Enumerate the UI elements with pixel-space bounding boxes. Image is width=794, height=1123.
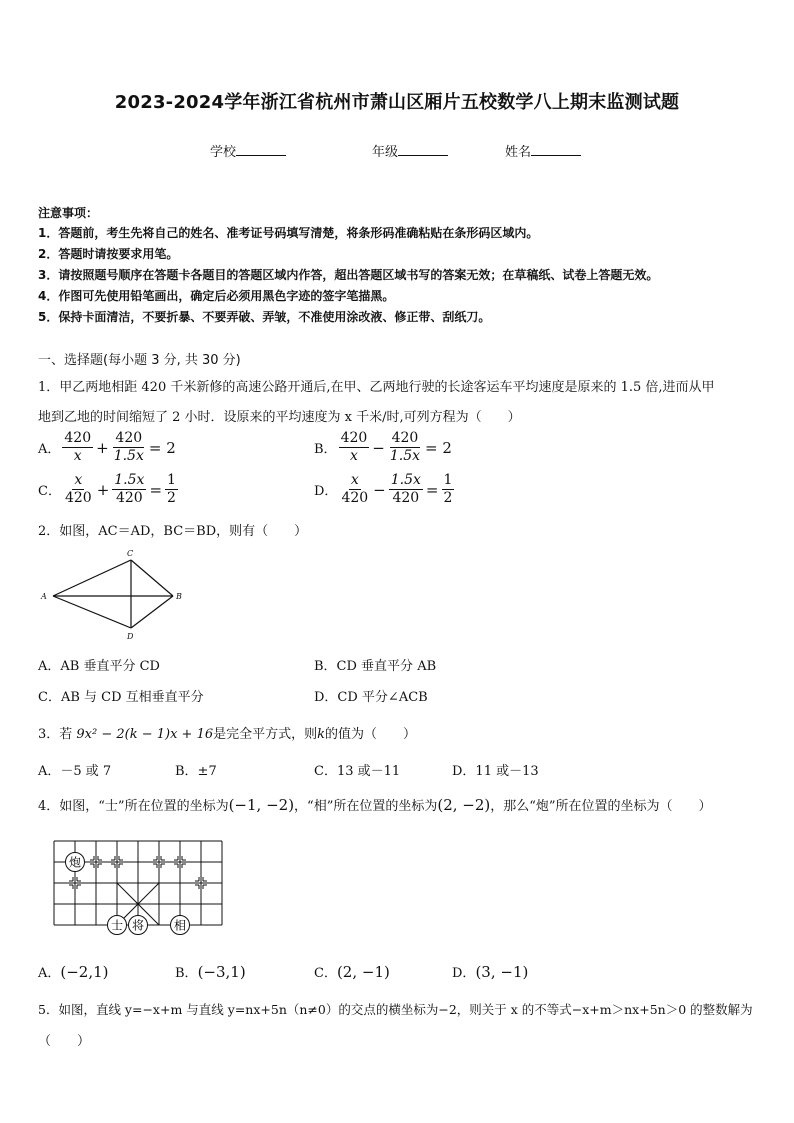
q1-stem-line2: 地到乙地的时间缩短了 2 小时．设原来的平均速度为 x 千米/时,可列方程为（ ） [38,410,521,425]
q2-option-a[interactable]: A．AB 垂直平分 CD [38,659,160,674]
segment-cb [131,560,173,596]
q2-option-b[interactable]: B．CD 垂直平分 AB [314,659,437,674]
notice-item: 3．请按照题号顺序在答题卡各题目的答题区域内作答，超出答题区域书写的答案无效；在草稿纸、试卷上答题无效。 [38,268,659,282]
notice-heading: 注意事项： [38,206,99,220]
point-label-b: B [176,592,182,601]
fraction: $\frac{420}{x}$ [64,430,92,464]
grade-field[interactable] [372,141,448,160]
fraction: $\frac{1.5x}{420}$ [114,472,145,506]
q4-stem: 4．如图，“士”所在位置的坐标为(−1, −2)，“相”所在位置的坐标为(2, −2)，那么“炮”所在位置的坐标为（ ） [38,796,712,814]
fraction: $\frac{1.5x}{420}$ [390,472,421,506]
q5-stem-line1: 5．如图，直线 y=−x+m 与直线 y=nx+5n（n≠0）的交点的横坐标为−2，则关于 x 的不等式−x+m＞nx+5n＞0 的整数解为 [38,1002,753,1017]
q1-option-a[interactable]: A． $\frac{420}{x}$ + $\frac{420}{1.5x}$ = 2 [38,430,176,464]
point-label-c: C [127,549,134,558]
q3-expression: 9x² − 2(k − 1)x + 16 [76,727,214,742]
notice-item: 2．答题时请按要求用笔。 [38,247,179,261]
notice-item: 5．保持卡面清洁，不要折暴、不要弄破、弄皱，不准使用涂改液、修正带、刮纸刀。 [38,310,491,324]
q4-option-c[interactable]: C．(2, −1) [314,963,390,981]
fraction: $\frac{420}{x}$ [340,430,368,464]
piece-shi-label: 士 [110,918,124,933]
notice-item: 4．作图可先使用铅笔画出，确定后必须用黑色字迹的签字笔描黑。 [38,289,395,303]
q3-option-d[interactable]: D．11 或－13 [452,764,539,779]
school-blank[interactable] [236,143,286,156]
segment-ac [53,560,131,596]
q3-option-c[interactable]: C．13 或－11 [314,764,401,779]
school-field[interactable] [210,141,286,160]
fraction: $\frac{1}{2}$ [443,472,453,506]
fraction: $\frac{1}{2}$ [167,472,176,506]
q1-stem-line1: 1．甲乙两地相距 420 千米新修的高速公路开通后,在甲、乙两地行驶的长途客运车平均速度是原来的 1.5 倍,进而从甲 [38,380,715,395]
q1-option-c[interactable]: C． $\frac{x}{420}$ + $\frac{1.5x}{420}$ = $\frac{1}{2}$ [38,472,176,506]
fraction: $\frac{420}{1.5x}$ [113,430,144,464]
q1-option-d[interactable]: D． $\frac{x}{420}$ − $\frac{1.5x}{420}$ = $\frac{1}{2}$ [314,472,453,506]
piece-xiang [171,916,190,935]
piece-pao-label: 炮 [68,855,82,870]
piece-pao [66,853,85,872]
q2-kite-figure [36,548,196,642]
q4-chessboard-figure [46,836,226,936]
piece-shi [108,916,127,935]
name-blank[interactable] [531,143,581,156]
section-heading: 一、选择题(每小题 3 分, 共 30 分) [38,353,241,368]
q1-option-b[interactable]: B． $\frac{420}{x}$ − $\frac{420}{1.5x}$ = 2 [314,430,452,464]
q5-stem-line2: （ ） [38,1034,91,1049]
segment-db [131,596,173,628]
piece-jiang [129,916,148,935]
q2-option-d[interactable]: D．CD 平分∠ACB [314,690,428,705]
q3-option-b[interactable]: B．±7 [175,764,217,779]
piece-xiang-label: 相 [173,918,187,933]
point-label-a: A [41,592,47,601]
q4-option-a[interactable]: A．(−2,1) [38,963,109,981]
name-label: 姓名 [505,145,532,160]
segment-ad [53,596,131,628]
q4-option-d[interactable]: D．(3, −1) [452,963,529,981]
q2-option-c[interactable]: C．AB 与 CD 互相垂直平分 [38,690,204,705]
notice-item: 1．答题前，考生先将自己的姓名、准考证号码填写清楚，将条形码准确粘贴在条形码区域内。 [38,226,539,240]
piece-jiang-label: 将 [131,918,145,933]
q3-stem: 3．若 9x² − 2(k − 1)x + 16是完全平方式，则k的值为（ ） [38,727,417,742]
fraction: $\frac{x}{420}$ [64,472,92,506]
name-field[interactable] [505,141,581,160]
q4-option-b[interactable]: B．(−3,1) [175,963,246,981]
fraction: $\frac{420}{1.5x}$ [389,430,421,464]
grade-blank[interactable] [398,143,448,156]
school-label: 学校 [210,145,237,160]
q2-stem: 2．如图，AC＝AD，BC＝BD，则有（ ） [38,524,308,539]
point-label-d: D [127,632,134,641]
fraction: $\frac{x}{420}$ [341,472,369,506]
page-title: 2023-2024学年浙江省杭州市萧山区厢片五校数学八上期末监测试题 [114,92,680,113]
grade-label: 年级 [372,145,399,160]
q3-option-a[interactable]: A．－5 或 7 [38,764,112,779]
